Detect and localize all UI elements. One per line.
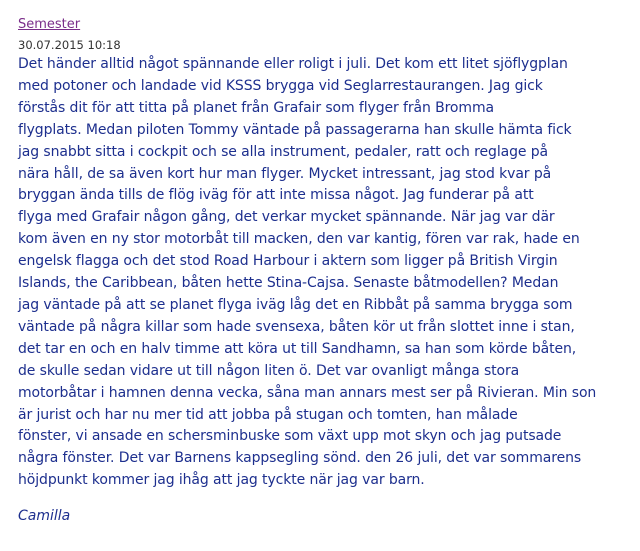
blog-post <box>18 15 624 526</box>
post-title-link[interactable]: Semester <box>18 17 81 32</box>
post-signature: Camilla <box>18 508 71 525</box>
post-timestamp: 30.07.2015 10:18 <box>18 38 121 52</box>
post-body: Det händer alltid något spännande eller roligt i juli. Det kom ett litet sjöflygplan med potoner och landade vid KSSS brygga vid Seglarrestaurangen. Jag gick förstås dit för att titta på planet från Grafair som flyger från Bromma flygplats. Medan piloten Tommy väntade på passagerarna han skulle hämta fick jag snabbt sitta i cockpit och se alla instrument, pedaler, ratt och reglage på nära håll, de sa även kort hur man flyger. Mycket intressant, jag stod kvar på bryggan ända tills de flög iväg för att inte missa något. Jag funderar på att flyga med Grafair någon gång, det verkar mycket spännande. När jag var där kom även en ny stor motorbåt till macken, den var kantig, fören var rak, hade en engelsk flagga och det stod Road Harbour i aktern som ligger på British Virgin Islands, the Caribbean, båten hette Stina-Cajsa. Senaste båtmodellen? Medan jag väntade på att se planet flyga iväg låg det en Ribbåt på samma brygga som väntade på några killar som hade svensexa, båten kör ut från slottet inne i stan, det tar en och en halv timme att köra ut till Sandhamn, sa han som körde båten, de skulle sedan vidare ut till någon liten ö. Det var ovanligt många stora motorbåtar i hamnen denna vecka, såna man annars mest ser på Rivieran. Min son är jurist och har nu mer tid att jobba på stugan och tomten, han målade fönster, vi ansade en schersminbuske som växt upp mot skyn och jag putsade några fönster. Det var Barnens kappsegling sönd. den 26 juli, det var sommarens höjdpunkt kommer jag ihåg att jag tyckte när jag var barn. <box>18 56 597 489</box>
